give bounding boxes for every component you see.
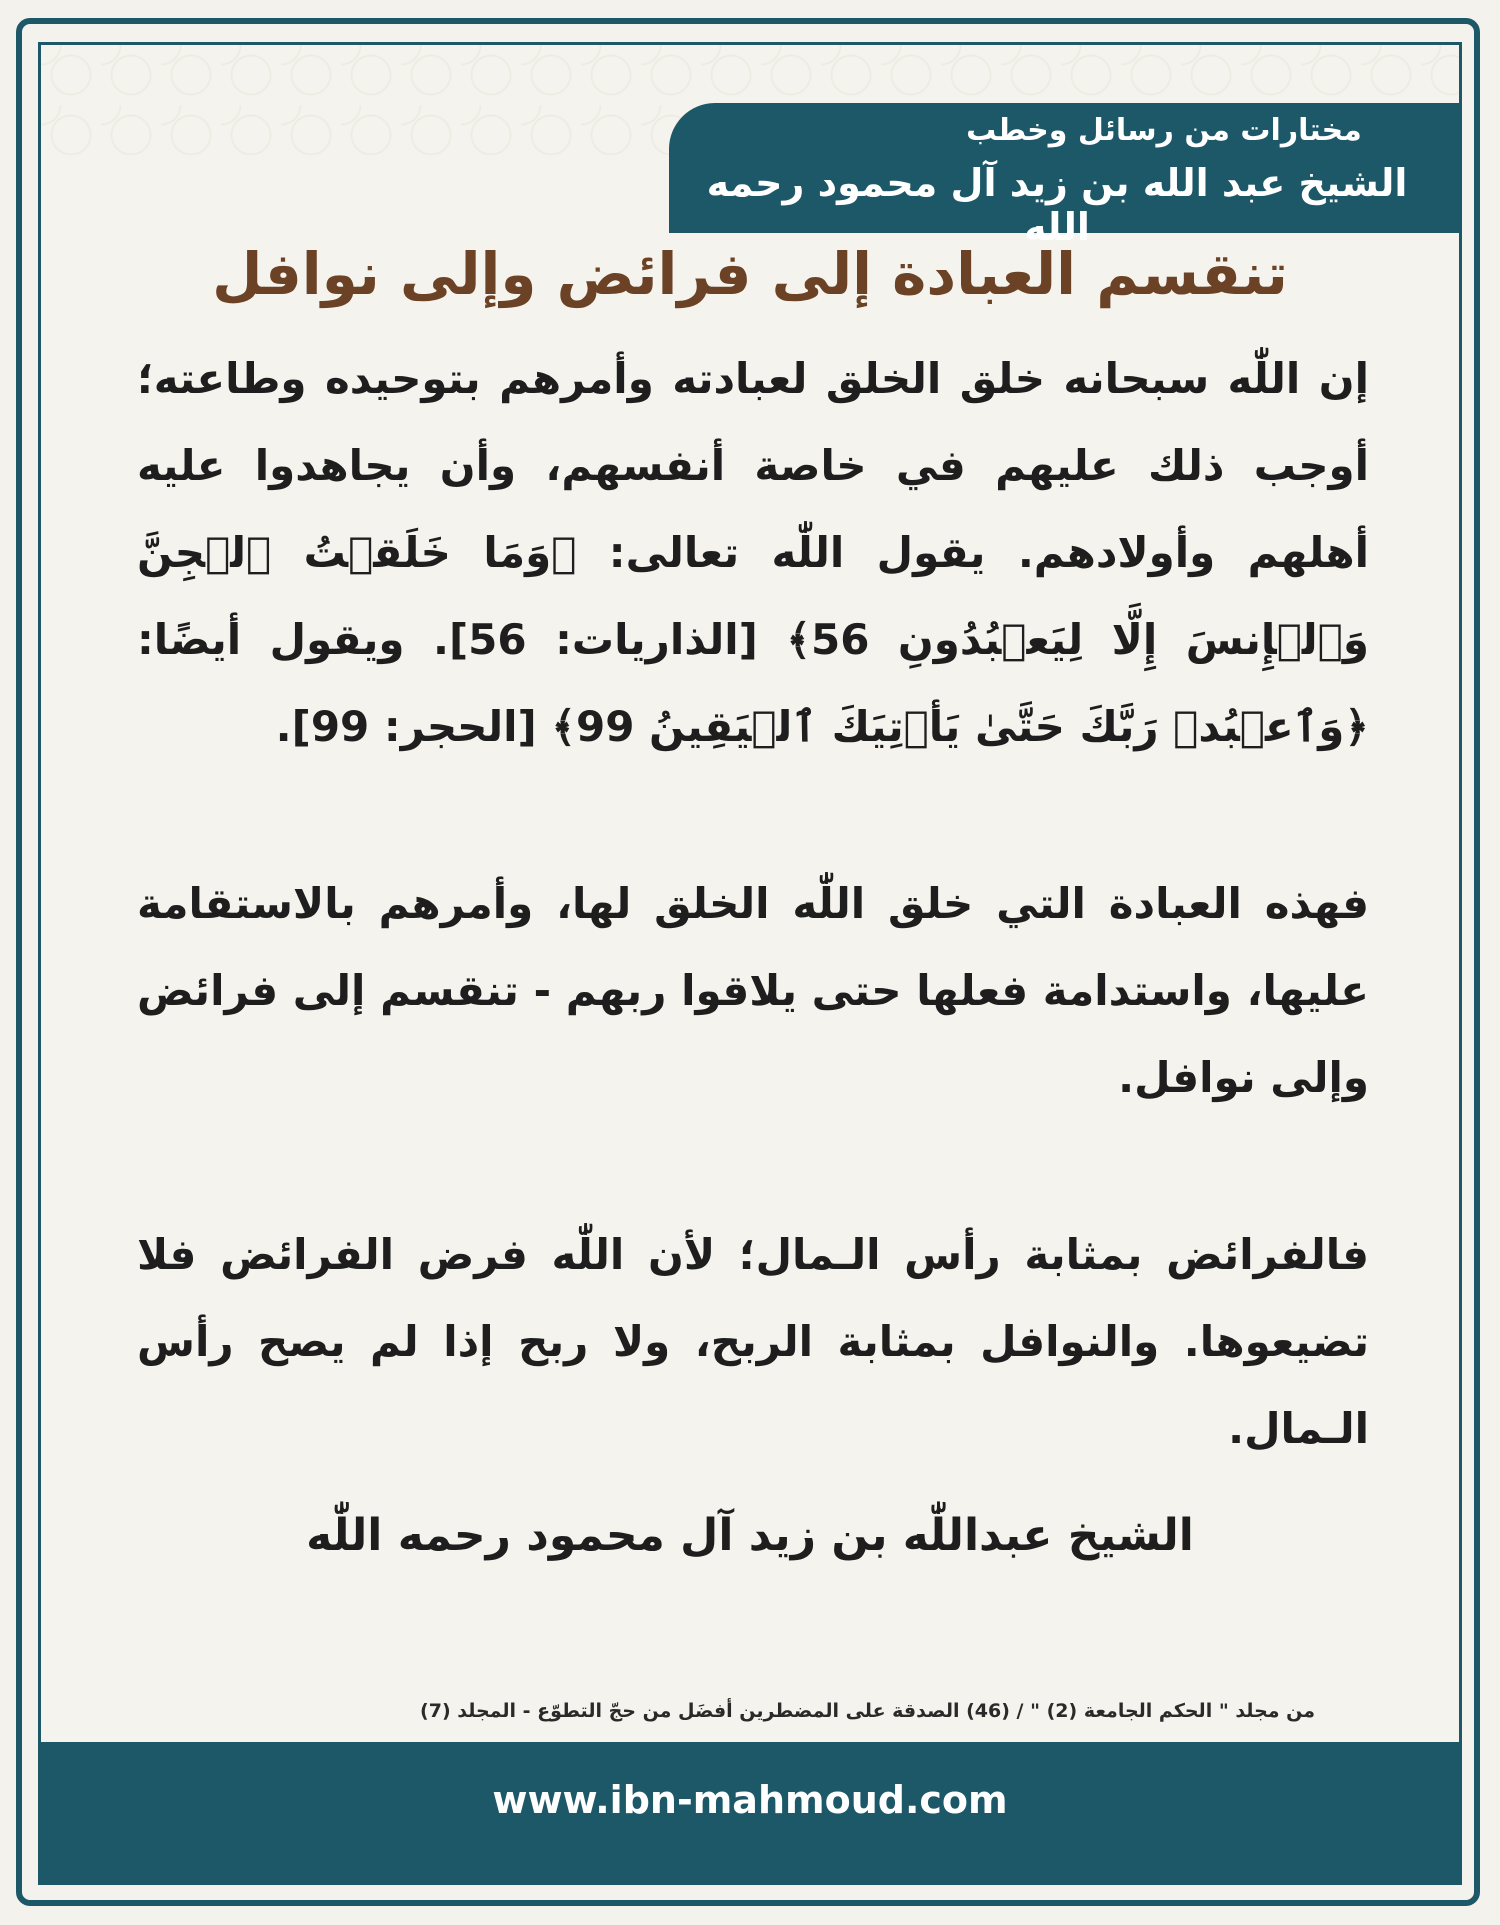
page-frame: [38, 42, 1462, 1885]
website-link[interactable]: www.ibn-mahmoud.com: [492, 1778, 1008, 1822]
author-header: الشيخ عبد الله بن زيد آل محمود رحمه الله: [706, 161, 1408, 249]
page-title: تنقسم العبادة إلى فرائض وإلى نوافل: [212, 240, 1288, 308]
header-band: [669, 103, 1459, 249]
paragraph-3: فالفرائض بمثابة رأس الـمال؛ لأن اللّٰه فرض الفرائض فلا تضيعوها. والنوافل بمثابة الربح، ولا ربح إذا لم يصح رأس الـمال.: [137, 1230, 1369, 1453]
paragraph-1: إن اللّٰه سبحانه خلق الخلق لعبادته وأمرهم بتوحيده وطاعته؛ أوجب ذلك عليهم في خاصة أنفسهم، وأن يجاهدوا عليه أهلهم وأولادهم. يقول اللّٰه تعالى: ﴿وَمَا خَلَقۡتُ ٱلۡجِنَّ وَٱلۡإِنسَ إِلَّا لِيَعۡبُدُونِ 56﴾ [الذاريات: 56]. ويقول أيضًا: ﴿وَٱعۡبُدۡ رَبَّكَ حَتَّىٰ يَأۡتِيَكَ ٱلۡيَقِينُ 99﴾ [الحجر: 99].: [137, 354, 1369, 751]
series-title: مختارات من رسائل وخطب: [966, 113, 1362, 148]
paragraph-2: فهذه العبادة التي خلق اللّٰه الخلق لها، وأمرهم بالاستقامة عليها، واستدامة فعلها حتى يلاقوا ربهم - تنقسم إلى فرائض وإلى نوافل.: [137, 879, 1369, 1102]
source-note: من مجلد " الحكم الجامعة (2) " / (46) الصدقة على المضطرين أفضَل من حجّ التطوّع - المجلد (7): [420, 1700, 1315, 1722]
article-body: [137, 335, 1369, 1562]
signature: الشيخ عبداللّٰه بن زيد آل محمود رحمه اللّٰه: [306, 1510, 1194, 1561]
footer-band: [41, 1742, 1459, 1882]
